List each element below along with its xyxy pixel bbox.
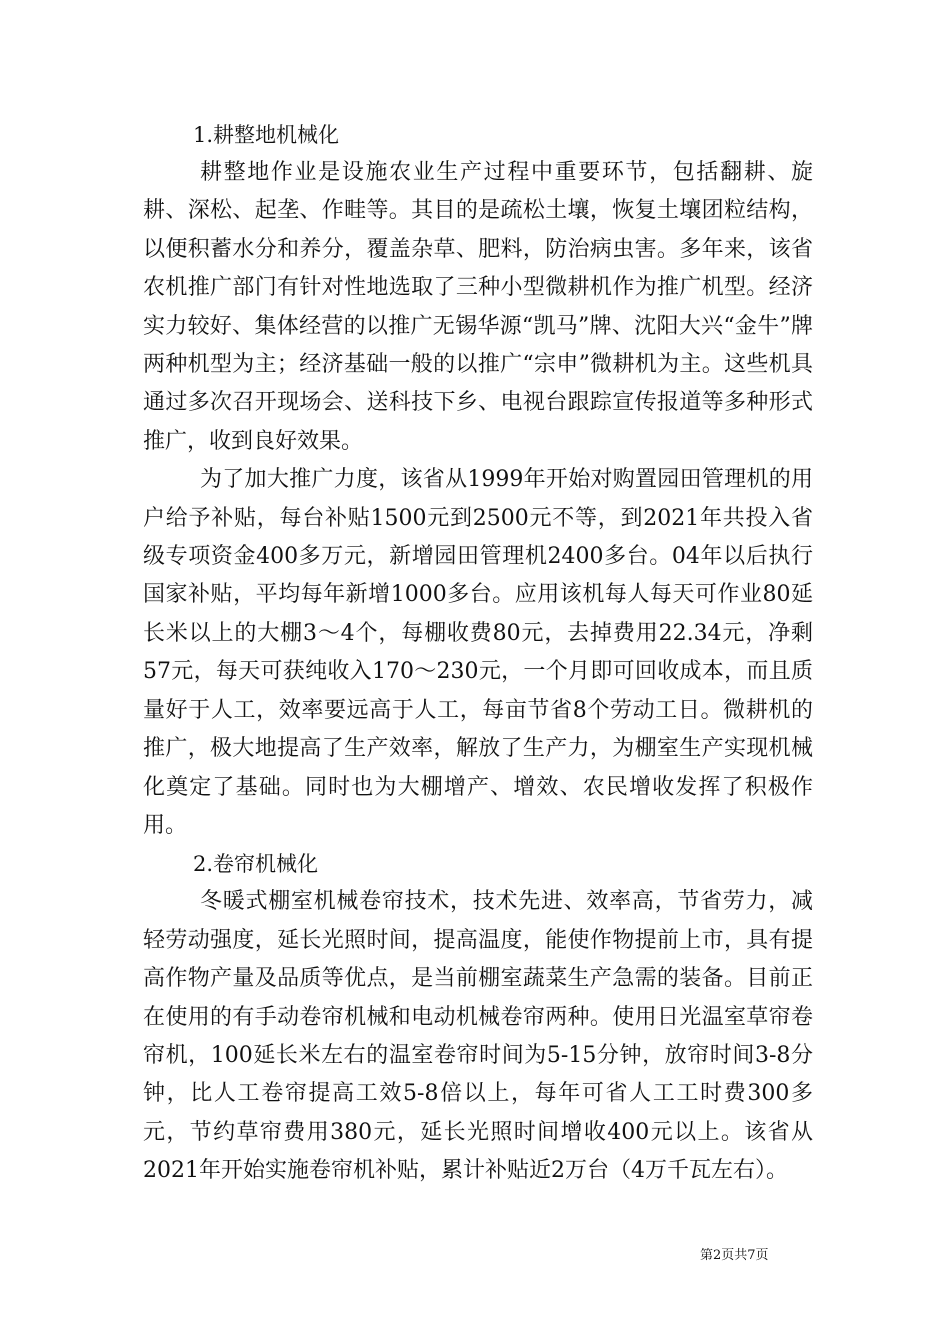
section-heading: 1.耕整地机械化 [193,123,340,147]
paragraph: 为了加大推广力度，该省从1999年开始对购置园田管理机的用户给予补贴，每台补贴1500元到2500元不等，到2021年共投入省级专项资金400多万元，新增园田管理机2400多台。04年以后执行国家补贴，平均每年新增1000多台。应用该机每人每天可作业80延长米以上的大棚3～4个，每棚收费80元，去掉费用22.34元，净剩57元，每天可获纯收入170～230元，一个月即可回收成本，而且质量好于人工，效率要远高于人工，每亩节省8个劳动工日。微耕机的推广，极大地提高了生产效率，解放了生产力，为棚室生产实现机械化奠定了基础。同时也为大棚增产、增效、农民增收发挥了积极作用。 [143,467,813,838]
section-tillage [143,116,813,845]
paragraph: 耕整地作业是设施农业生产过程中重要环节，包括翻耕、旋耕、深松、起垄、作畦等。其目的是疏松土壤，恢复土壤团粒结构，以便积蓄水分和养分，覆盖杂草、肥料，防治病虫害。多年来，该省农机推广部门有针对性地选取了三种小型微耕机作为推广机型。经济实力较好、集体经营的以推广无锡华源“凯马”牌、沈阳大兴“金牛”牌两种机型为主；经济基础一般的以推广“宗申”微耕机为主。这些机具通过多次召开现场会、送科技下乡、电视台跟踪宣传报道等多种形式推广，收到良好效果。 [143,160,813,454]
section-curtain-rolling [143,845,813,1190]
section-heading: 2.卷帘机械化 [193,852,319,877]
page-body [143,116,813,1191]
paragraph: 冬暖式棚室机械卷帘技术，技术先进、效率高，节省劳力，减轻劳动强度，延长光照时间，提高温度，能使作物提前上市，具有提高作物产量及品质等优点，是当前棚室蔬菜生产急需的装备。目前正在使用的有手动卷帘机械和电动机械卷帘两种。使用日光温室草帘卷帘机，100延长米左右的温室卷帘时间为5-15分钟，放帘时间3-8分钟，比人工卷帘提高工效5-8倍以上，每年可省人工工时费300多元，节约草帘费用380元，延长光照时间增收400元以上。该省从2021年开始实施卷帘机补贴，累计补贴近2万台（4万千瓦左右）。 [143,889,813,1184]
page-number-footer: 第2页共7页 [700,1248,769,1263]
